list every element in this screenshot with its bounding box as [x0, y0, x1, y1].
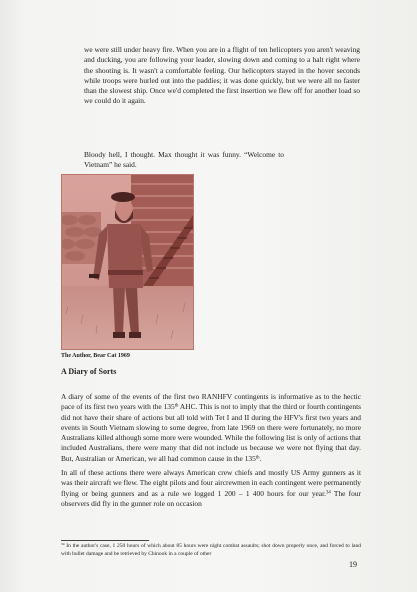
section-heading: A Diary of Sorts	[61, 367, 117, 376]
ordinal-suffix: th	[174, 403, 179, 409]
body-paragraph-4	[61, 468, 361, 509]
body-paragraph-2: Bloody hell, I thought. Max thought it was funny. “Welcome to Vietnam” he said.	[84, 150, 284, 170]
body-paragraph-1: we were still under heavy fire. When you are in a flight of ten helicopters you aren't weaving and ducking, you are following your leader, slowing down and coming to a halt right where the shooting is. It wasn't a comfortable feeling. Our helicopters stayed in the hover seconds while troops were hurled out into the paddies; it was done quickly, but we were all no faster than the slowest ship. Once we'd completed the first insertion we flew off for another load so we could do it again.	[84, 45, 360, 106]
footnote-text: In the author's case, 1 250 hours of which about 85 hours were night combat assaults; shot down properly once, and forced to land with bullet damage and be retrieved by Chinook in a couple of other	[61, 543, 361, 557]
page-number: 19	[349, 560, 357, 569]
footnote-divider	[61, 540, 149, 541]
author-photo	[61, 174, 194, 350]
footnote-marker: 34	[61, 542, 65, 547]
paragraph-4-part-1: In all of these actions there were always American crew chiefs and mostly US Army gunners as it was their aircraft we flew. The eight pilots and four aircrewmen in each contingent were permanently flying or being gunners and as a rule we logged 1 200 – 1 400 hours for our year.	[61, 468, 361, 498]
photo-caption: The Author, Bear Cat 1969	[61, 353, 130, 359]
paragraph-3-part-2: AHC. This is not to imply that the third or fourth contingents did not have their share of actions but all told with Tet I and II during the HFV's first two years and events in South Vietnam slowing to some degree, from late 1969 on there were fortunately, no more Australians killed although some more were wounded. While the following list is only of actions that included Australians, there were many that did not include us because we were not flying that day. But, Australian or American, we all had common cause in the 135	[61, 402, 361, 463]
paragraph-3-part-3: .	[259, 453, 262, 463]
ordinal-suffix: th	[255, 455, 260, 461]
paragraph-4-part-2: The four observers did fly in the gunner role on occasion	[61, 488, 361, 508]
paragraph-3-part-1: A diary of some of the events of the first two RANHFV contingents is informative as to the hectic pace of its first two years with the 135	[61, 392, 361, 412]
footnote	[61, 543, 361, 558]
body-paragraph-3	[61, 392, 361, 464]
footnote-reference: 34	[326, 489, 331, 495]
